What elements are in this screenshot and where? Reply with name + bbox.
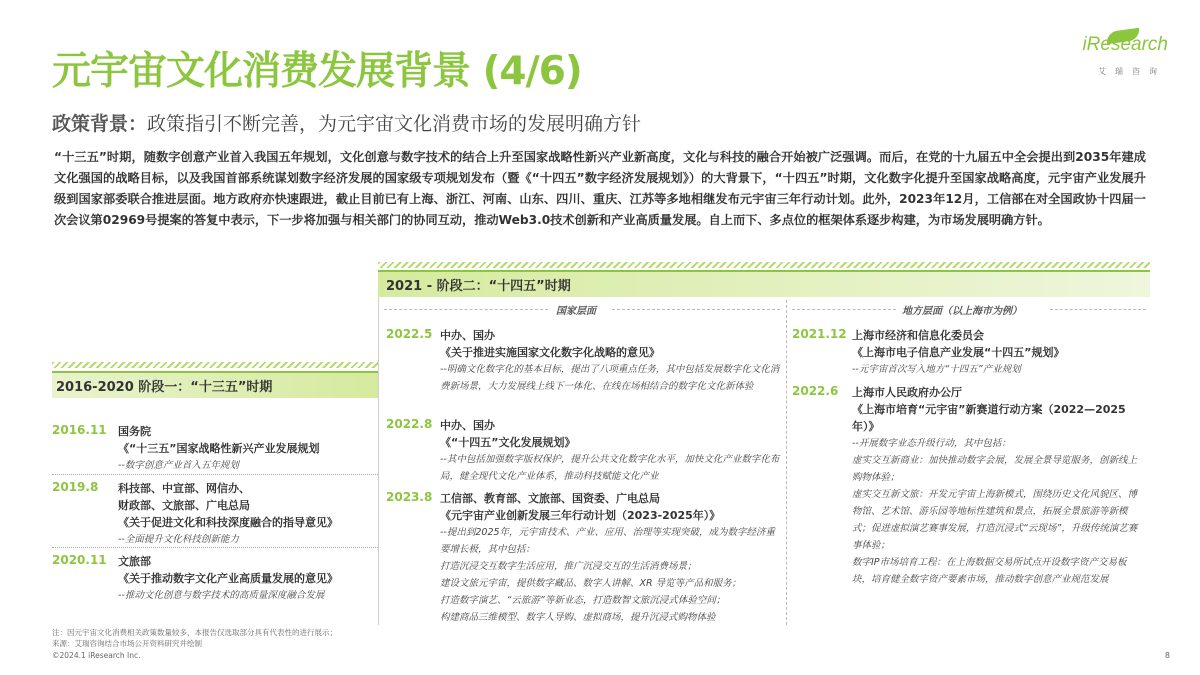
entry-note: --开展数字业态升级行动，其中包括： [852,438,1011,449]
page-title: 元宇宙文化消费发展背景 (4/6) [52,49,582,94]
entry-date: 2022.8 [386,417,433,431]
entry-org: 文旅部 [118,555,151,568]
divider [612,309,780,310]
logo-text: iResearch [1082,34,1168,55]
column-divider [786,300,787,625]
entry-org: 中办、国办 [440,419,495,432]
entry-date: 2019.8 [52,480,99,494]
entry-note-item: 虚实交互新文旅：开发元宇宙上海新模式，围绕历史文化风貌区、博物馆、艺术馆、游乐园等地标性建筑和景点，拓展全景旅游等新模式；促进虚拟演艺赛事发展，打造沉浸式“云现场”，升级传统演艺赛事体验； [852,489,1138,551]
footnote-line: 注：因元宇宙文化消费相关政策数量较多，本报告仅选取部分具有代表性的进行展示； [52,628,337,637]
local-column-header: 地方层面（以上海市为例） [902,306,1022,317]
footnote [52,627,412,649]
stage-separator-line [378,297,379,625]
entry-doc: 《“十三五”国家战略性新兴产业发展规划 [118,442,320,455]
entry-org-2: 财政部、文旅部、广电总局 [118,499,250,512]
entry-body [852,327,1144,378]
entry-doc: 《上海市电子信息产业发展“十四五”规划》 [852,346,1065,359]
entry-doc: 《关于促进文化和科技深度融合的指导意见》 [118,516,338,529]
entry-note-item: 建设文旅元宇宙，提供数字藏品、数字人讲解、XR 导览等产品和服务； [440,578,742,589]
entry-date: 2021.12 [792,327,847,341]
entry-date: 2022.6 [792,384,839,398]
entry-date: 2020.11 [52,553,107,567]
entry-body [440,327,782,395]
stage1-header: 2016-2020 阶段一：“十三五”时期 [52,371,378,398]
page-number: 8 [1164,651,1170,660]
entry-body [440,490,782,626]
source-line: 来源：艾瑞咨询结合市场公开资料研究并绘制 [52,639,202,648]
intro-paragraph: “十三五”时期，随数字创意产业首入我国五年规划，文化创意与数字技术的结合上升至国家战略性新兴产业新高度，文化与科技的融合开始被广泛强调。而后，在党的十九届五中全会提出到2035年建成文化强国的战略目标，以及我国首部系统谋划数字经济发展的国家级专项规划发布（暨《“十四五”数字经济发展规划》）的大背景下，“十四五”时期，文化数字化提升至国家战略高度，元宇宙产业发展升级到国家部委联合推进层面。地方政府亦快速跟进，截止目前已有上海、浙江、河南、山东、四川、重庆、江苏等多地相继发布元宇宙三年行动计划。此外，2023年12月，工信部在对全国政协十四届一次会议第02969号提案的答复中表示，下一步将加强与相关部门的协同互动，推动Web3.0技术创新和产业高质量发展。自上而下、多点位的框架体系逐步构建，为市场发展明确方针。 [54,150,1146,227]
entry-note: --提出到2025年，元宇宙技术、产业、应用、治理等实现突破，成为数字经济重要增长极，其中包括： [440,527,776,555]
entry-doc: 《关于推动数字文化产业高质量发展的意见》 [118,572,338,585]
iresearch-logo [1048,30,1168,85]
divider [1050,309,1146,310]
stage1-stripe [52,362,378,368]
subtitle-text: 政策指引不断完善，为元宇宙文化消费市场的发展明确方针 [147,113,642,135]
stage2-stripe [378,262,1150,268]
entry-note: --数字创意产业首入五年规划 [118,460,239,471]
entry-note: --推动文化创意与数字技术的高质量深度融合发展 [118,590,325,601]
entry-note: --元宇宙首次写入地方“十四五”产业规划 [852,364,1021,375]
entry-body [118,480,380,548]
entry-org: 科技部、中宣部、网信办、 [118,482,250,495]
entry-note-item: 虚实交互新商业：加快推动数字会展，发展全景导览服务，创新线上购物体验； [852,455,1138,483]
entry-date: 2023.8 [386,490,433,504]
entry-note-item: 打造沉浸交互数字生活应用，推广沉浸交互的生活消费场景； [440,561,697,572]
entry-org: 国务院 [118,425,151,438]
entry-body [118,553,380,604]
entry-doc: 《元宇宙产业创新发展三年行动计划（2023-2025年）》 [440,509,721,522]
entry-note-item: 数字IP市场培育工程：在上海数据交易所试点开设数字资产交易板块，培育健全数字资产要素市场，推动数字创意产业规范发展 [852,557,1127,585]
entry-org: 上海市经济和信息化委员会 [852,329,984,342]
copyright: ©2024.1 iResearch Inc. [52,651,141,660]
entry-note: --其中包括加强数字版权保护，提升公共文化数字化水平，加快文化产业数字化布局，健全现代文化产业体系，推动科技赋能文化产业 [440,454,780,482]
entry-body [440,417,782,485]
entry-org: 上海市人民政府办公厅 [852,386,962,399]
entry-doc: 《关于推进实施国家文化数字化战略的意见》 [440,346,660,359]
page-subtitle [52,109,641,136]
entry-note: --明确文化数字化的基本目标，提出了八项重点任务，其中包括发展数字化文化消费新场景，大力发展线上线下一体化、在线在场相结合的数字化文化新体验 [440,364,780,392]
subtitle-label: 政策背景： [52,113,148,135]
entry-doc: 《上海市培育“元宇宙”新赛道行动方案（2022—2025年）》 [852,403,1126,433]
divider [52,474,378,475]
stage2-header: 2021 - 阶段二：“十四五”时期 [378,270,1150,297]
national-column-header: 国家层面 [556,306,596,317]
entry-body [852,384,1144,588]
entry-note-item: 构建商品三维模型、数字人导购、虚拟商场，提升沉浸式购物体验 [440,612,716,623]
entry-body [118,423,380,474]
divider [384,309,548,310]
logo-cn-text: 艾瑞咨询 [1098,67,1166,76]
entry-note: --全面提升文化科技创新能力 [118,534,239,545]
divider [52,547,378,548]
entry-org: 中办、国办 [440,329,495,342]
entry-date: 2016.11 [52,423,107,437]
entry-org: 工信部、教育部、文旅部、国资委、广电总局 [440,492,660,505]
entry-doc: 《“十四五”文化发展规划》 [440,436,576,449]
entry-date: 2022.5 [386,327,433,341]
entry-note-item: 打造数字演艺、“云旅游”等新业态，打造数智文旅沉浸式体验空间； [440,595,726,606]
divider [792,309,896,310]
